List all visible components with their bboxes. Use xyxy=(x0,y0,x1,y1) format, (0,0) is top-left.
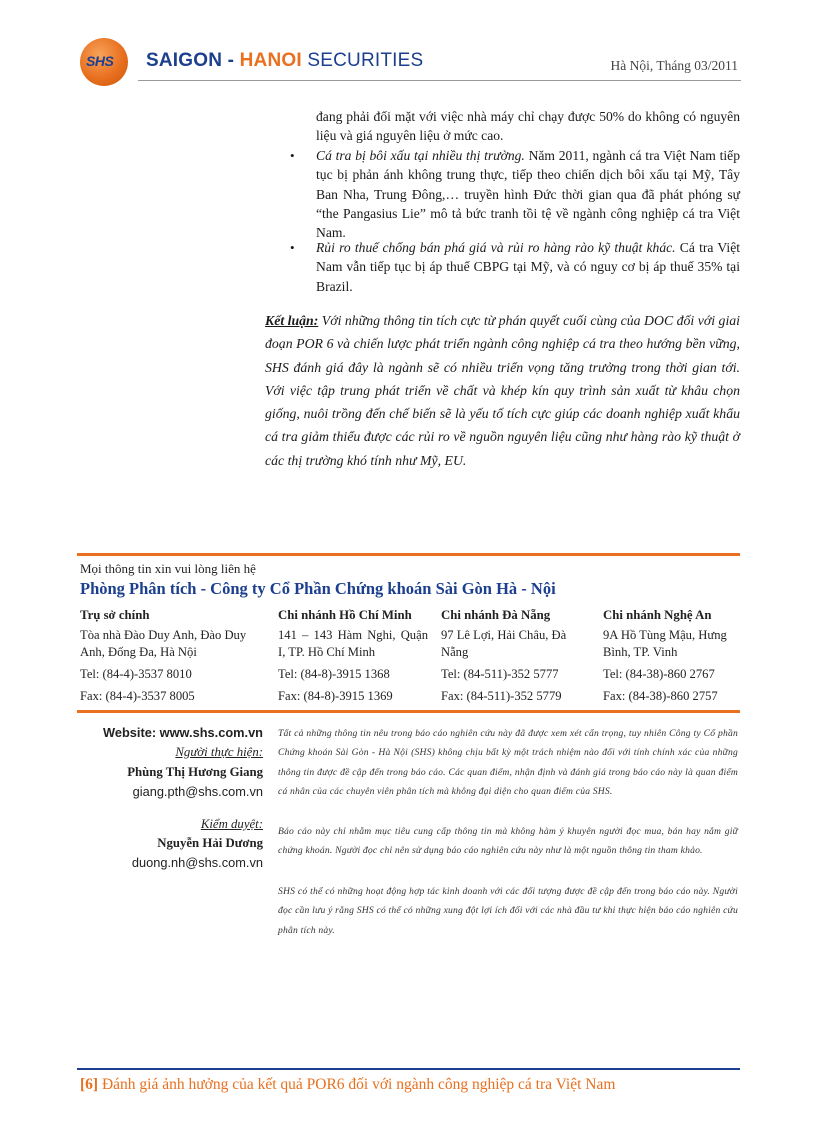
contact-bottom-rule xyxy=(77,710,740,713)
analyst-label: Người thực hiện: xyxy=(175,745,263,759)
conclusion-label: Kết luận: xyxy=(265,313,319,328)
office-address: 141 – 143 Hàm Nghi, Quận I, TP. Hồ Chí Minh xyxy=(278,628,428,659)
brand-part-securities: SECURITIES xyxy=(301,50,424,71)
office-tel: Tel: (84-4)-3537 8010 xyxy=(80,667,192,681)
office-head xyxy=(80,607,266,705)
office-tel: Tel: (84-8)-3915 1368 xyxy=(278,667,390,681)
footer xyxy=(80,1076,615,1094)
page-number: [6] xyxy=(80,1076,99,1093)
conclusion-text: Với những thông tin tích cực từ phán quyết cuối cùng của DOC đối với giai đoạn POR 6 và chiến lược phát triển ngành công nghiệp cá tra theo hướng bền vững, SHS đánh giá đây là ngành sẽ có nhiều triển vọng tăng trưởng trong thời gian tới. Với việc tập trung phát triển về chất và khép kín quy trình sản xuất từ khâu chọn giống, nuôi trồng đến chế biến sẽ là yếu tố tích cực giúp các doanh nghiệp xuất khẩu cá tra giảm thiểu được các rủi ro về nguồn nguyên liệu cũng như hàng rào kỹ thuật ở các thị trường khó tính như Mỹ, EU. xyxy=(265,313,741,468)
website[interactable]: Website: www.shs.com.vn xyxy=(103,725,263,740)
office-name: Chi nhánh Nghệ An xyxy=(603,608,712,622)
analyst-email[interactable]: giang.pth@shs.com.vn xyxy=(132,784,263,799)
office-name: Chi nhánh Đà Nẵng xyxy=(441,608,551,622)
contact-title: Phòng Phân tích - Công ty Cổ Phần Chứng khoán Sài Gòn Hà - Nội xyxy=(80,579,556,598)
analyst-name: Phùng Thị Hương Giang xyxy=(127,765,263,779)
office-address: Tòa nhà Đào Duy Anh, Đào Duy Anh, Đống Đa, Hà Nội xyxy=(80,628,247,659)
brand-part-saigon: SAIGON - xyxy=(146,50,240,71)
disclaimer-paragraph-3: SHS có thể có những hoạt động hợp tác kinh doanh với các đối tượng được đề cập đến trong báo cáo này. Người đọc cần lưu ý rằng SHS có thể có những xung đột lợi ích đối với các nhà đầu tư khi thực hiện báo cáo nghiên cứu phân tích này. xyxy=(278,886,738,936)
bullet-1-dot: • xyxy=(290,148,295,163)
office-name: Chi nhánh Hồ Chí Minh xyxy=(278,608,412,622)
bullet-2-title: Rủi ro thuế chống bán phá giá và rủi ro hàng rào kỹ thuật khác. xyxy=(316,240,676,255)
bullet-2 xyxy=(316,238,740,296)
bullet-2-dot: • xyxy=(290,240,295,255)
reviewer-label: Kiểm duyệt: xyxy=(200,817,263,831)
contact-intro: Mọi thông tin xin vui lòng liên hệ xyxy=(80,561,256,576)
office-fax: Fax: (84-511)-352 5779 xyxy=(441,689,562,703)
brand-name xyxy=(146,50,423,72)
footer-rule xyxy=(77,1068,740,1070)
office-tel: Tel: (84-511)-352 5777 xyxy=(441,667,559,681)
office-hcm xyxy=(278,607,428,705)
report-date: Hà Nội, Tháng 03/2011 xyxy=(610,58,738,73)
header-divider xyxy=(138,80,741,81)
office-name: Trụ sở chính xyxy=(80,608,150,622)
reviewer-name: Nguyễn Hải Dương xyxy=(157,836,263,850)
office-fax: Fax: (84-4)-3537 8005 xyxy=(80,689,195,703)
bullet-1-title: Cá tra bị bôi xấu tại nhiều thị trường. xyxy=(316,148,525,163)
office-address: 9A Hồ Tùng Mậu, Hưng Bình, TP. Vinh xyxy=(603,628,727,659)
intro-paragraph: đang phải đối mặt với việc nhà máy chỉ chạy được 50% do không có nguyên liệu và giá nguyên liệu ở mức cao. xyxy=(316,109,740,144)
office-address: 97 Lê Lợi, Hải Châu, Đà Nẵng xyxy=(441,628,567,659)
logo-text: SHS xyxy=(86,53,114,69)
brand-part-hanoi: HANOI xyxy=(239,50,302,71)
bullet-1 xyxy=(316,146,740,242)
footer-title: Đánh giá ảnh hưởng của kết quả POR6 đối với ngành công nghiệp cá tra Việt Nam xyxy=(98,1076,616,1093)
reviewer-email[interactable]: duong.nh@shs.com.vn xyxy=(131,855,263,870)
office-danang xyxy=(441,607,591,705)
disclaimer-paragraph-2: Báo cáo này chỉ nhằm mục tiêu cung cấp thông tin mà không hàm ý khuyên người đọc mua, bán hay nắm giữ chứng khoán. Người đọc chỉ nên sử dụng báo cáo nghiên cứu này như là một nguồn thông tin tham khảo. xyxy=(278,826,738,857)
office-nghean xyxy=(603,607,740,705)
disclaimer-paragraph-1: Tất cả những thông tin nêu trong báo cáo nghiên cứu này đã được xem xét cẩn trọng, tuy nhiên Công ty Cổ phần Chứng khoán Sài Gòn - Hà Nội (SHS) không chịu bất kỳ một trách nhiệm nào đối với tính chính xác của những thông tin được đề cập đến trong báo cáo. Các quan điểm, nhận định và đánh giá trong báo cáo này là quan điểm cá nhân của các chuyên viên phân tích mà không đại diện cho quan điểm của SHS. xyxy=(278,728,738,798)
bullet-1-text: Năm 2011, ngành cá tra Việt Nam tiếp tục bị phản ánh không trung thực, tiếp theo chiến dịch bôi xấu tại Mỹ, Tây Ban Nha, Trung Đông,… truyền hình Đức thời gian qua đã phát phóng sự “the Pangasius Lie” mô tả bức tranh tồi tệ về ngành công nghiệp cá tra Việt Nam. xyxy=(316,148,740,241)
bullet-2-text: Cá tra Việt Nam vẫn tiếp tục bị áp thuế CBPG tại Mỹ, và có nguy cơ bị áp thuế 35% tại Brazil. xyxy=(316,240,741,294)
office-tel: Tel: (84-38)-860 2767 xyxy=(603,667,715,681)
contact-top-rule xyxy=(77,553,740,556)
conclusion-paragraph xyxy=(265,309,740,472)
office-fax: Fax: (84-38)-860 2757 xyxy=(603,689,718,703)
office-fax: Fax: (84-8)-3915 1369 xyxy=(278,689,393,703)
